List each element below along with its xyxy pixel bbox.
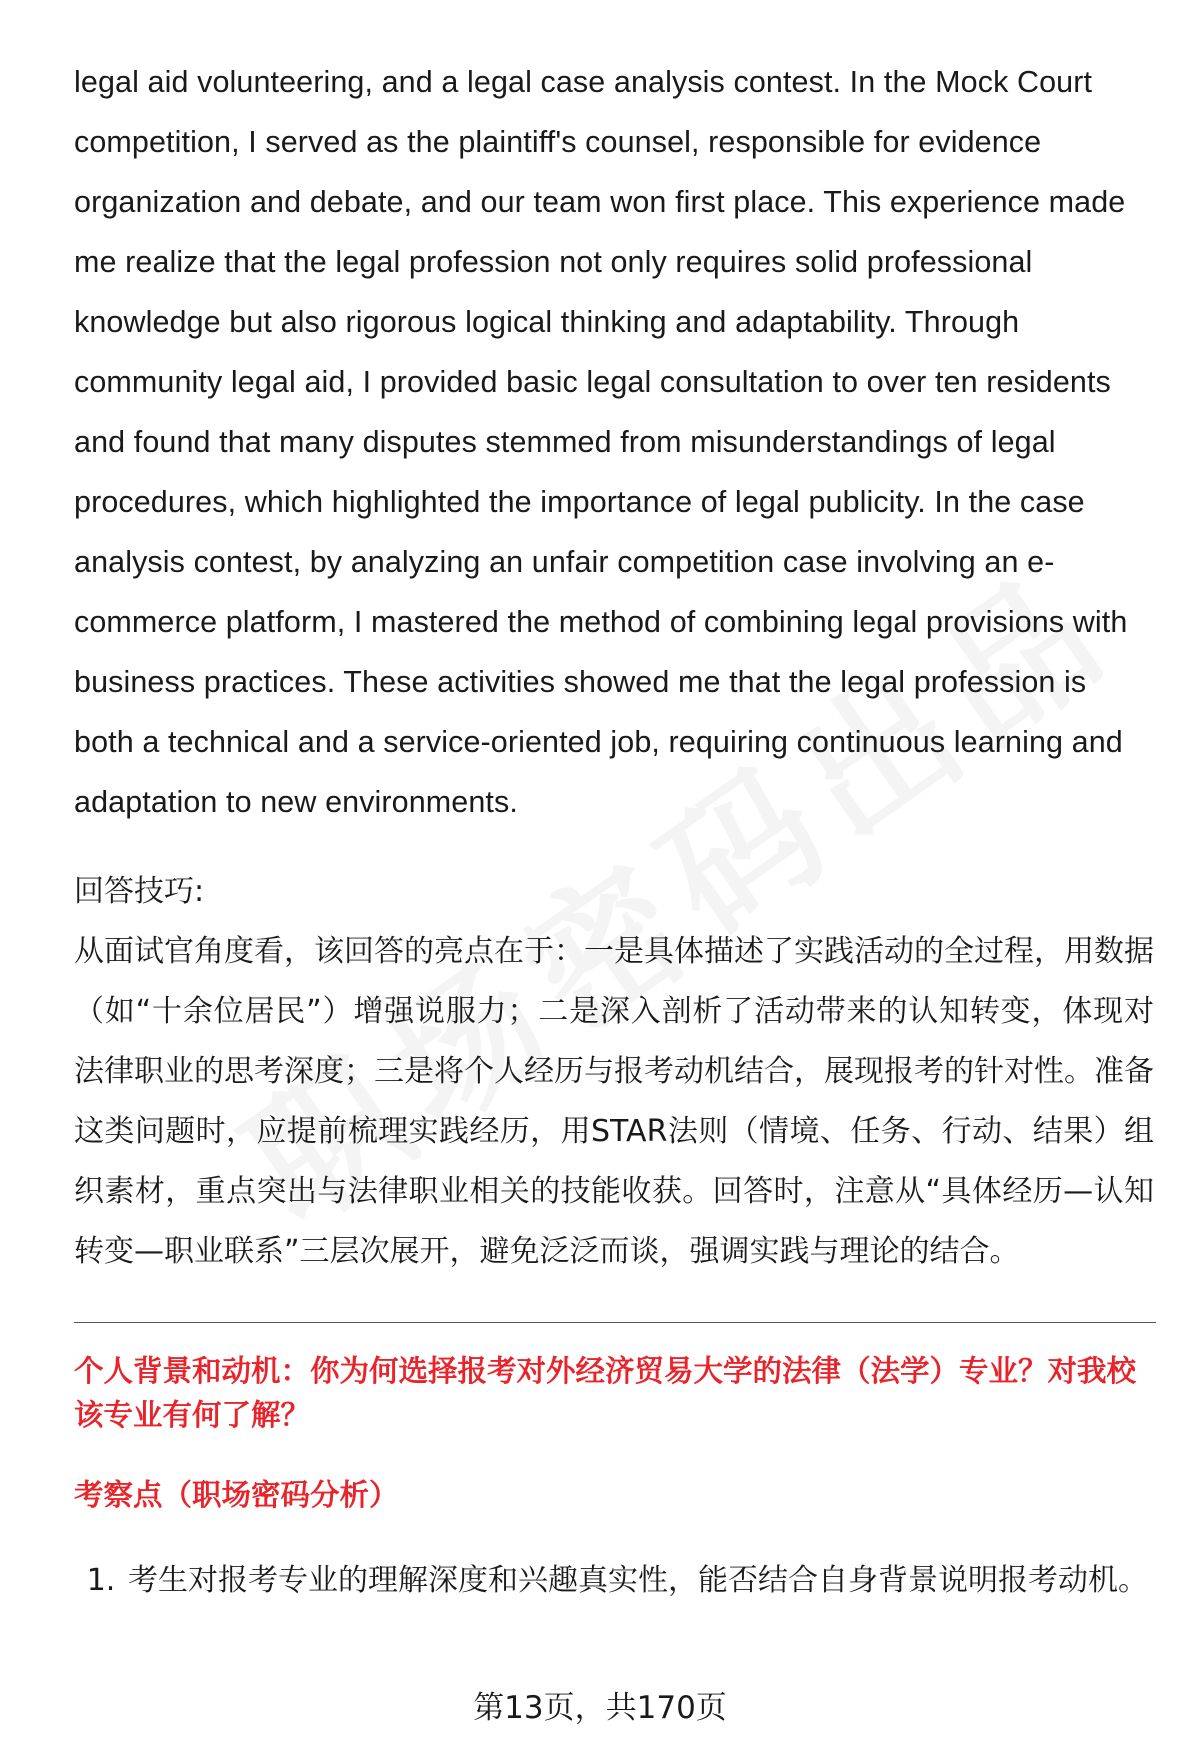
page-content bbox=[74, 52, 1154, 1605]
exam-point-list bbox=[74, 1557, 1154, 1605]
list-item-text: 考生对报考专业的理解深度和兴趣真实性，能否结合自身背景说明报考动机。 bbox=[128, 1563, 1148, 1598]
list-item-number: 1. bbox=[86, 1563, 116, 1598]
section-divider bbox=[74, 1322, 1156, 1323]
tips-section bbox=[74, 862, 1154, 1282]
tips-heading: 回答技巧: bbox=[74, 874, 205, 909]
tips-body: 从面试官角度看，该回答的亮点在于：一是具体描述了实践活动的全过程，用数据（如“十余位居民”）增强说服力；二是深入剖析了活动带来的认知转变，体现对法律职业的思考深度；三是将个人经历与报考动机结合，展现报考的针对性。准备这类问题时，应提前梳理实践经历，用STAR法则（情境、任务、行动、结果）组织素材，重点突出与法律职业相关的技能收获。回答时，注意从“具体经历—认知转变—职业联系”三层次展开，避免泛泛而谈，强调实践与理论的结合。 bbox=[74, 934, 1154, 1269]
list-item bbox=[74, 1557, 1154, 1605]
question-heading: 个人背景和动机：你为何选择报考对外经济贸易大学的法律（法学）专业？对我校该专业有何了解？ bbox=[74, 1354, 1137, 1432]
exam-point-heading: 考察点（职场密码分析） bbox=[74, 1478, 399, 1512]
page-number-footer: 第13页，共170页 bbox=[473, 1690, 727, 1726]
answer-paragraph: legal aid volunteering, and a legal case analysis contest. In the Mock Court competition, I served as the plaintiff's counsel, responsible for evidence organization and debate, and our team won first place. This experience made me realize that the legal profession not only requires solid professional knowledge but also rigorous logical thinking and adaptability. Through community legal aid, I provided basic legal consultation to over ten residents and found that many disputes stemmed from misunderstandings of legal procedures, which highlighted the importance of legal publicity. In the case analysis contest, by analyzing an unfair competition case involving an e-commerce platform, I mastered the method of combining legal provisions with business practices. These activities showed me that the legal profession is both a technical and a service-oriented job, requiring continuous learning and adaptation to new environments. bbox=[74, 65, 1128, 819]
